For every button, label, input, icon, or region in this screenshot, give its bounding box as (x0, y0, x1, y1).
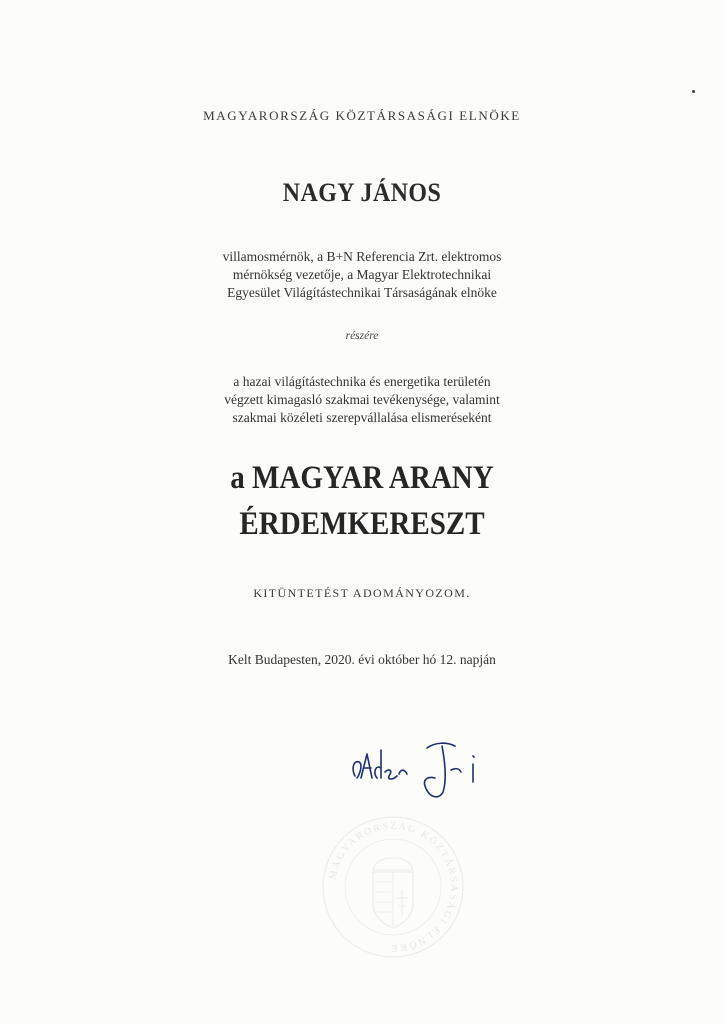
award-line: a MAGYAR ARANY (230, 460, 494, 496)
recipient-name: NAGY JÁNOS (282, 178, 442, 207)
award-reason (0, 373, 724, 427)
award-title (43, 455, 680, 547)
reason-line: szakmai közéleti szerepvállalása elismeréseként (232, 410, 492, 425)
description-line: mérnökség vezetője, a Magyar Elektrotechnikai (232, 267, 492, 282)
reason-line: a hazai világítástechnika és energetika területén (233, 374, 491, 389)
award-line: ÉRDEMKERESZT (239, 506, 485, 542)
reason-line: végzett kimagasló szakmai tevékenysége, valamint (224, 392, 500, 407)
signature-icon (345, 728, 495, 808)
svg-text:MAGYARORSZÁG KÖZTÁRSASÁGI ELNÖ: MAGYARORSZÁG KÖZTÁRSASÁGI ELNÖKE (327, 820, 460, 954)
paper-speck (692, 90, 695, 93)
description-line: Egyesület Világítástechnikai Társaságának elnöke (227, 285, 497, 300)
description-line: villamosmérnök, a B+N Referencia Zrt. elektromos (222, 249, 502, 264)
reszere-label: részére (345, 330, 379, 342)
grant-statement: KITÜNTETÉST ADOMÁNYOZOM. (253, 586, 471, 600)
recipient-description (0, 248, 724, 302)
issuer-heading: MAGYARORSZÁG KÖZTÁRSASÁGI ELNÖKE (203, 108, 521, 123)
date-line: Kelt Budapesten, 2020. évi október hó 12. napján (228, 652, 496, 667)
seal-icon (318, 812, 468, 962)
